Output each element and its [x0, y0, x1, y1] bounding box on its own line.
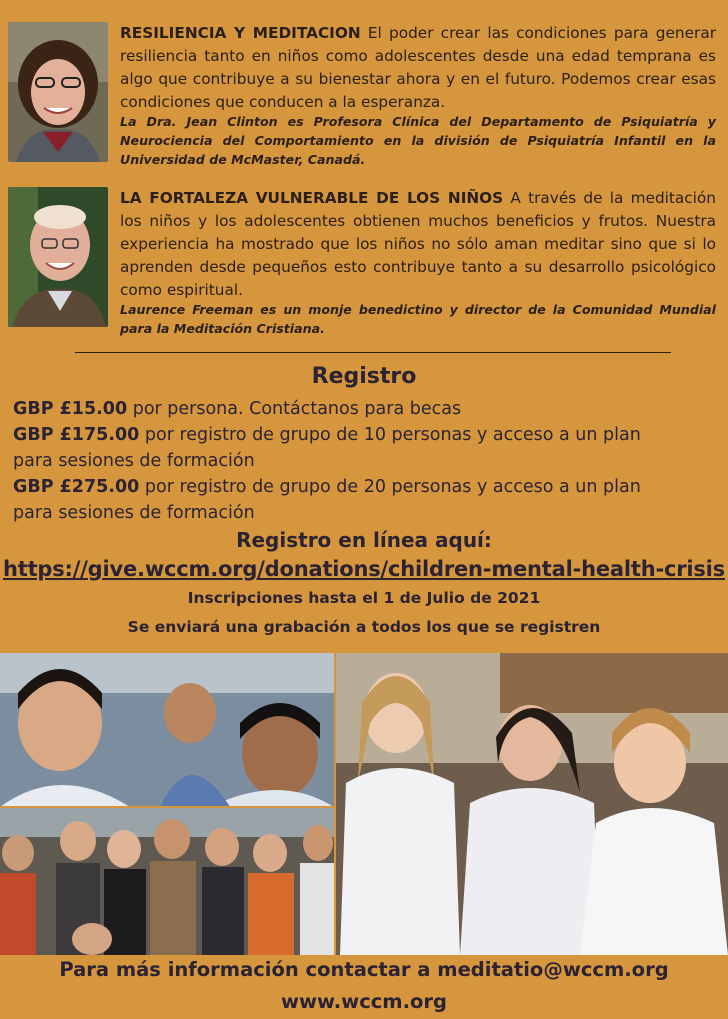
- speaker-title: LA FORTALEZA VULNERABLE DE LOS NIÑOS: [120, 189, 504, 207]
- price-amount: GBP £175.00: [13, 425, 140, 445]
- speaker-description: A través de la meditación los niños y los adolescentes obtienen muchos beneficios y frutos. Nuestra experiencia ha mostrado que los niños no sólo aman meditar sino que si lo aprenden desde pequeños esto contribuye tanto a su desarrollo psicológico como espiritual.: [120, 189, 716, 299]
- registration-heading: Registro: [311, 364, 417, 389]
- price-description: por registro de grupo de 10 personas y acceso a un plan para sesiones de formación: [13, 425, 641, 471]
- online-registration-label: Registro en línea aquí:: [236, 528, 492, 552]
- photo-teenagers-meditating: [336, 653, 728, 955]
- price-amount: GBP £15.00: [13, 399, 128, 419]
- speaker-title: RESILIENCIA Y MEDITACION: [120, 24, 361, 42]
- section-divider: [75, 352, 671, 353]
- footer-website[interactable]: www.wccm.org: [280, 990, 448, 1013]
- price-description: por persona. Contáctanos para becas: [127, 399, 462, 419]
- speaker-bio: La Dra. Jean Clinton es Profesora Clínica del Departamento de Psiquiatría y Neurociencia del Comportamiento en la división de Psiquiatría Infantil en la Universidad de McMaster, Canadá.: [120, 114, 716, 167]
- registration-link[interactable]: https://give.wccm.org/donations/children-mental-health-crisis: [2, 557, 725, 581]
- speaker-block-clinton: [8, 22, 716, 172]
- children-meditating-photo-collage: [0, 653, 728, 955]
- price-description: por registro de grupo de 20 personas y acceso a un plan para sesiones de formación: [13, 477, 641, 523]
- photo-children-meditating: [0, 653, 334, 807]
- speaker-photo-clinton: [8, 22, 108, 162]
- speaker-photo-freeman: [8, 187, 108, 327]
- registration-deadline: Inscripciones hasta el 1 de Julio de 2021: [187, 589, 541, 607]
- price-list: [13, 396, 653, 526]
- speaker-block-freeman: [8, 187, 716, 347]
- speaker-description: El poder crear las condiciones para generar resiliencia tanto en niños como adolescentes desde una edad temprana es algo que contribuye a su bienestar ahora y en el futuro. Podemos crear esas condiciones que conducen a la esperanza.: [120, 24, 716, 111]
- price-item: [13, 396, 653, 422]
- price-amount: GBP £275.00: [13, 477, 140, 497]
- price-item: [13, 422, 653, 474]
- footer-contact: Para más información contactar a meditatio@wccm.org: [59, 958, 669, 981]
- photo-group-of-children: [0, 807, 334, 955]
- speaker-bio: Laurence Freeman es un monje benedictino y director de la Comunidad Mundial para la Meditación Cristiana.: [120, 302, 716, 336]
- recording-note: Se enviará una grabación a todos los que se registren: [127, 618, 601, 636]
- price-item: [13, 474, 653, 526]
